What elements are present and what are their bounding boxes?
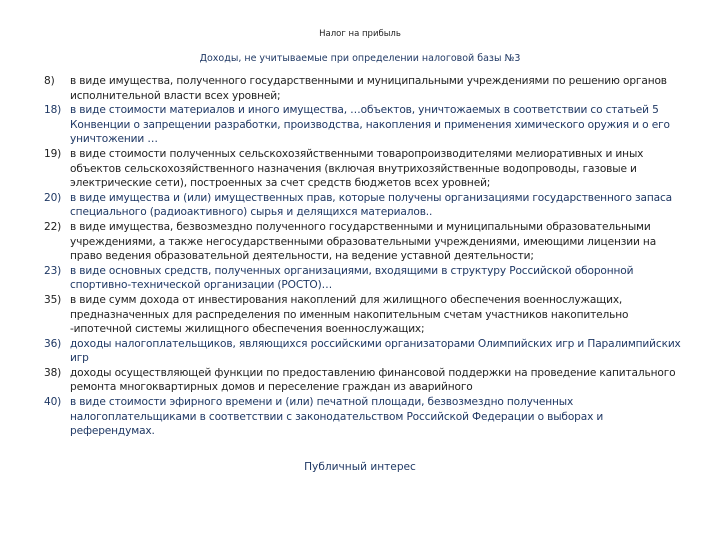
item-number: 18) [44,104,62,117]
page-header: Налог на прибыль [319,29,401,39]
list-item [44,220,684,264]
item-number: 36) [44,337,62,350]
item-text: в виде имущества, безвозмездно полученного государственными и муниципальными образовательными учреждениями, а также негосударственными образовательными учреждениями, имеющими лицензии на право ведения образовательной деятельности, на ведение уставной деятельности; [70,220,657,263]
item-text: в виде имущества, полученного государственными и муниципальными учреждениями по решению органов исполнительной власти всех уровней; [70,75,667,102]
item-text: в виде стоимости эфирного времени и (или) печатной площади, безвозмездно полученных налогоплательщиками в соответствии с законодательством Российской Федерации о выборах и референдумах. [70,396,604,438]
item-text: доходы осуществляющей функции по предоставлению финансовой поддержки на проведение капитального ремонта многоквартирных домов и переселение граждан из аварийного [70,366,676,394]
item-number: 8) [44,75,55,87]
item-text: в виде имущества и (или) имущественных прав, которые получены организациями государственного запаса специального (радиоактивного) сырья и делящихся материалов.. [70,191,672,219]
list-item [44,147,684,191]
item-text: доходы налогоплательщиков, являющихся российскими организаторами Олимпийских игр и Паралимпийских игр [70,337,681,365]
list-item [44,103,684,147]
item-text: в виде стоимости материалов и иного имущества, …объектов, уничтожаемых в соответствии со статьей 5 Конвенции о запрещении разработки, производства, накопления и применения химического оружия и о его уничтожении … [70,104,670,146]
item-number: 23) [44,264,62,277]
item-text: в виде основных средств, полученных организациями, входящими в структуру Российской оборонной спортивно-технической организации (РОСТО)… [70,264,634,292]
income-items-list [44,74,684,439]
item-number: 38) [44,366,62,379]
item-number: 20) [44,191,62,204]
list-item [44,264,684,293]
item-number: 40) [44,396,62,409]
item-number: 22) [44,220,62,233]
list-item [44,395,684,439]
item-text: в виде стоимости полученных сельскохозяйственными товаропроизводителями мелиоративных и иных объектов сельскохозяйственного назначения (включая внутрихозяйственные водопроводы, газовые и электрические сети), построенных за счет средств бюджетов всех уровней; [70,147,644,190]
item-number: 19) [44,147,62,160]
slide-subtitle: Доходы, не учитываемые при определении налоговой базы №3 [199,53,521,64]
list-item [44,293,684,337]
list-item [44,191,684,220]
list-item [44,337,684,366]
item-number: 35) [44,293,62,306]
footer-caption: Публичный интерес [304,461,416,473]
item-text: в виде сумм дохода от инвестирования накоплений для жилищного обеспечения военнослужащих, предназначенных для распределения по именным накопительным счетам участников накопительно -ипотечной системы жилищного обеспечения военнослужащих; [70,293,629,336]
list-item [44,366,684,395]
list-item [44,74,684,103]
